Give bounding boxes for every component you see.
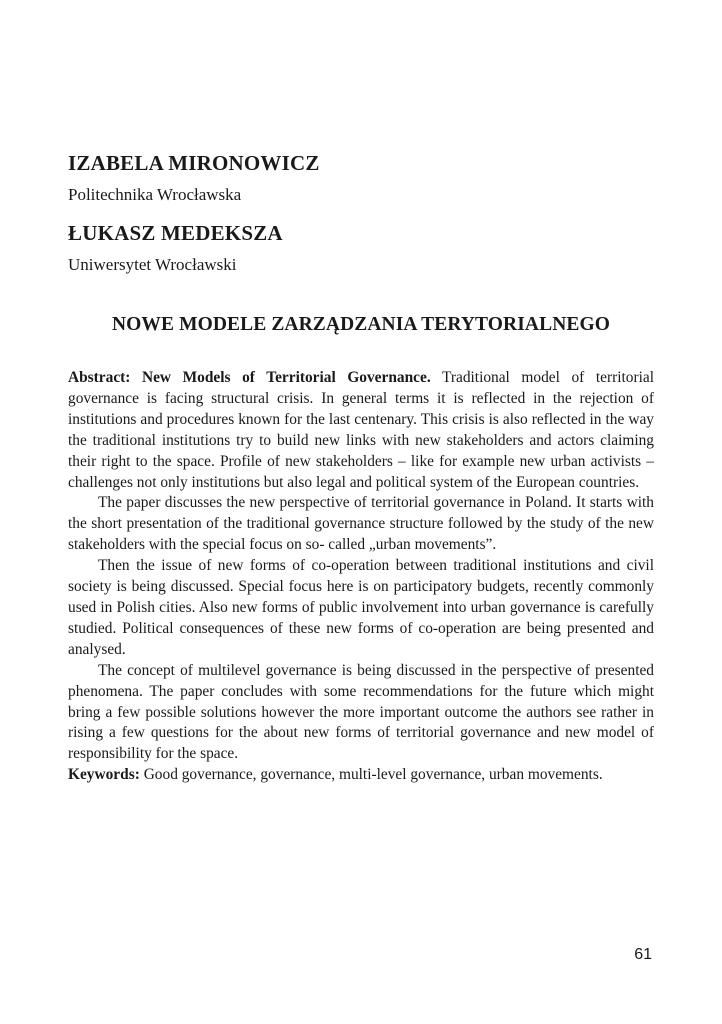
- abstract-paragraph-1: [68, 368, 654, 493]
- page-number: 61: [634, 946, 652, 963]
- keywords-label: Keywords:: [68, 766, 140, 784]
- abstract-paragraph-2: The paper discusses the new perspective of territorial governance in Poland. It starts with the short presentation of the traditional governance structure followed by the study of the new stakeholders with the special focus on so- called „urban movements”.: [68, 494, 654, 554]
- abstract-text-1: Traditional model of territorial governance is facing structural crisis. In general terms it is reflected in the rejection of institutions and procedures known for the last centenary. This crisis is also reflected in the way the traditional institutions try to build new links with new stakeholders and actors claiming their right to the space. Profile of new stakeholders – like for example new urban activists – challenges not only institutions but also legal and political system of the European countries.: [68, 369, 654, 491]
- author-affiliation-2: Uniwersytet Wrocławski: [68, 255, 237, 274]
- author-affiliation-1: Politechnika Wrocławska: [68, 185, 242, 204]
- author-name-2: ŁUKASZ MEDEKSZA: [68, 221, 283, 245]
- author-name-1: IZABELA MIRONOWICZ: [68, 151, 320, 175]
- abstract-label: Abstract: New Models of Territorial Governance.: [68, 369, 431, 386]
- abstract-paragraph-4: The concept of multilevel governance is being discussed in the perspective of presented phenomena. The paper concludes with some recommendations for the future which might bring a few possible solutions however the more important outcome the authors see rather in rising a few questions for the about new forms of territorial governance and new model of responsibility for the space.: [68, 661, 654, 763]
- abstract: [68, 368, 654, 786]
- keywords-text: Good governance, governance, multi-level governance, urban movements.: [143, 766, 603, 784]
- abstract-paragraph-3: Then the issue of new forms of co-operation between traditional institutions and civil society is being discussed. Special focus here is on participatory budgets, recently commonly used in Polish cities. Also new forms of public involvement into urban governance is carefully studied. Political consequences of these new forms of co-operation are being presented and analysed.: [68, 557, 654, 658]
- keywords-line: [68, 765, 654, 786]
- paper-title: NOWE MODELE ZARZĄDZANIA TERYTORIALNEGO: [111, 314, 611, 335]
